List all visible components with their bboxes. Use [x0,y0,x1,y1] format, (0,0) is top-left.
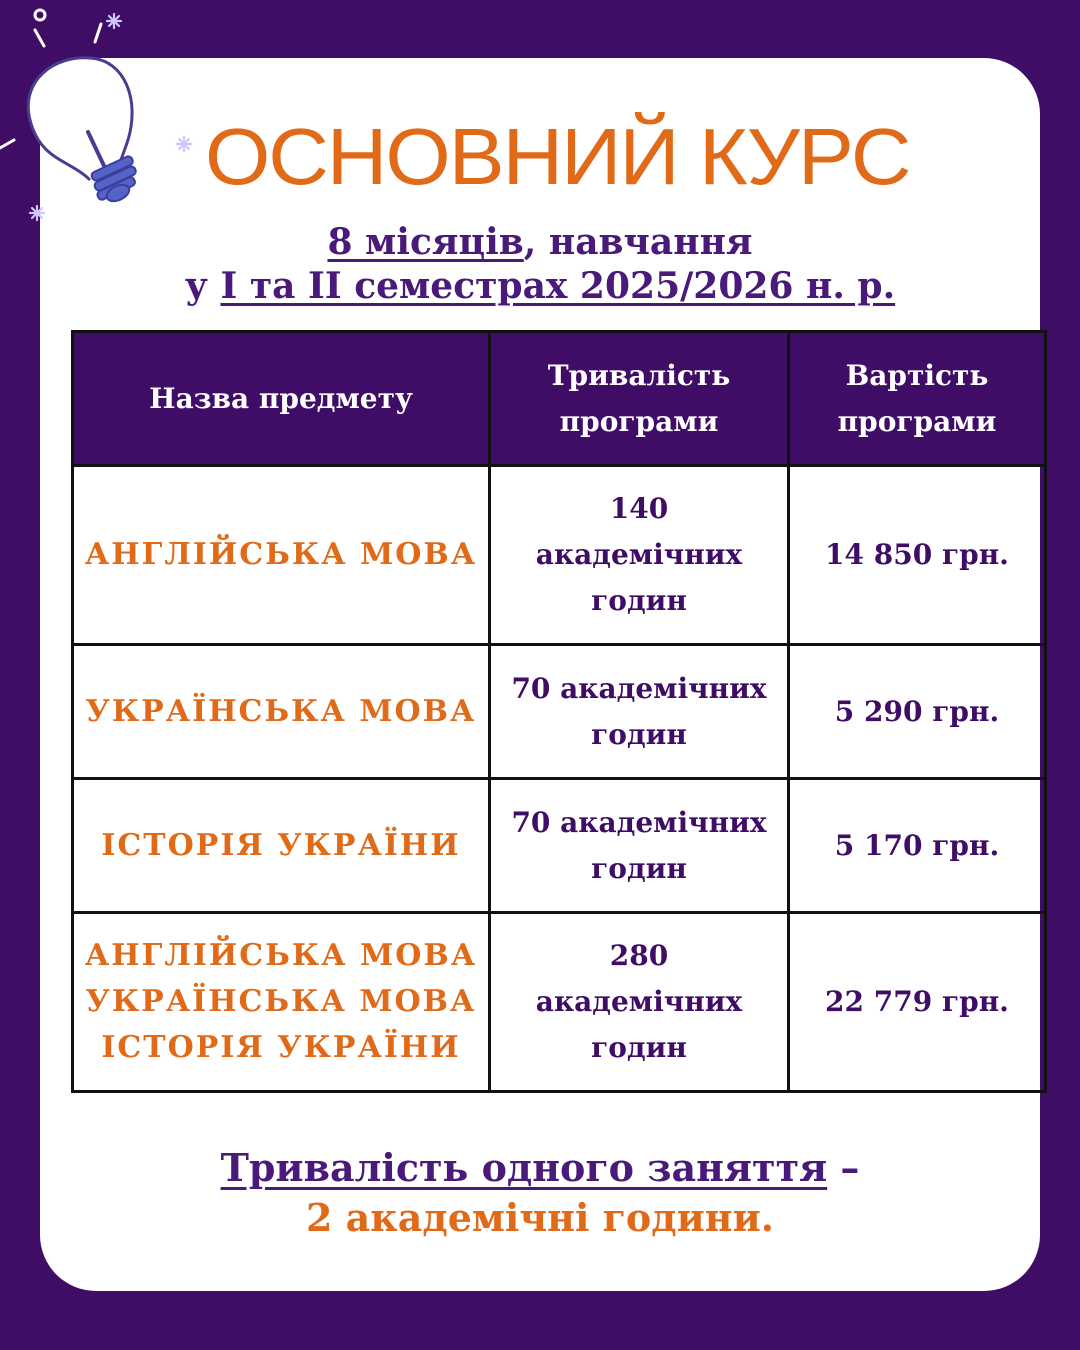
subject-cell: АНГЛІЙСЬКА МОВА УКРАЇНСЬКА МОВА ІСТОРІЯ УКРАЇНИ [73,913,490,1092]
price-cell: 5 170 грн. [789,779,1046,913]
lesson-duration-note [40,1143,1040,1243]
price-cell: 22 779 грн. [789,913,1046,1092]
duration-cell: 140 академічних годин [490,466,789,645]
table-row [73,645,1046,779]
subject-cell: УКРАЇНСЬКА МОВА [73,645,490,779]
header-price: Вартість програми [789,332,1046,466]
price-cell: 14 850 грн. [789,466,1046,645]
footer-line1: Тривалість одного заняття [220,1145,828,1190]
page-title: ОСНОВНИЙ КУРС [205,112,910,201]
subtitle-months: 8 місяців [327,221,524,263]
duration-cell: 70 академічних годин [490,779,789,913]
subtitle-semesters: I та II семестрах 2025/2026 н. р. [220,265,896,307]
subject-cell: ІСТОРІЯ УКРАЇНИ [73,779,490,913]
table-row [73,913,1046,1092]
price-table [71,330,1047,1093]
subtitle-prefix: у [184,265,221,307]
subject-cell: АНГЛІЙСЬКА МОВА [73,466,490,645]
footer-dash: – [827,1145,860,1190]
table-row [73,466,1046,645]
price-cell: 5 290 грн. [789,645,1046,779]
header-duration: Тривалість програми [490,332,789,466]
subtitle [40,220,1040,308]
footer-line2: 2 академічні години. [306,1195,774,1240]
lightbulb-icon [0,0,200,230]
header-subject: Назва предмету [73,332,490,466]
table-row [73,779,1046,913]
subtitle-study: , навчання [523,221,753,263]
duration-cell: 280 академічних годин [490,913,789,1092]
duration-cell: 70 академічних годин [490,645,789,779]
table-header-row [73,332,1046,466]
